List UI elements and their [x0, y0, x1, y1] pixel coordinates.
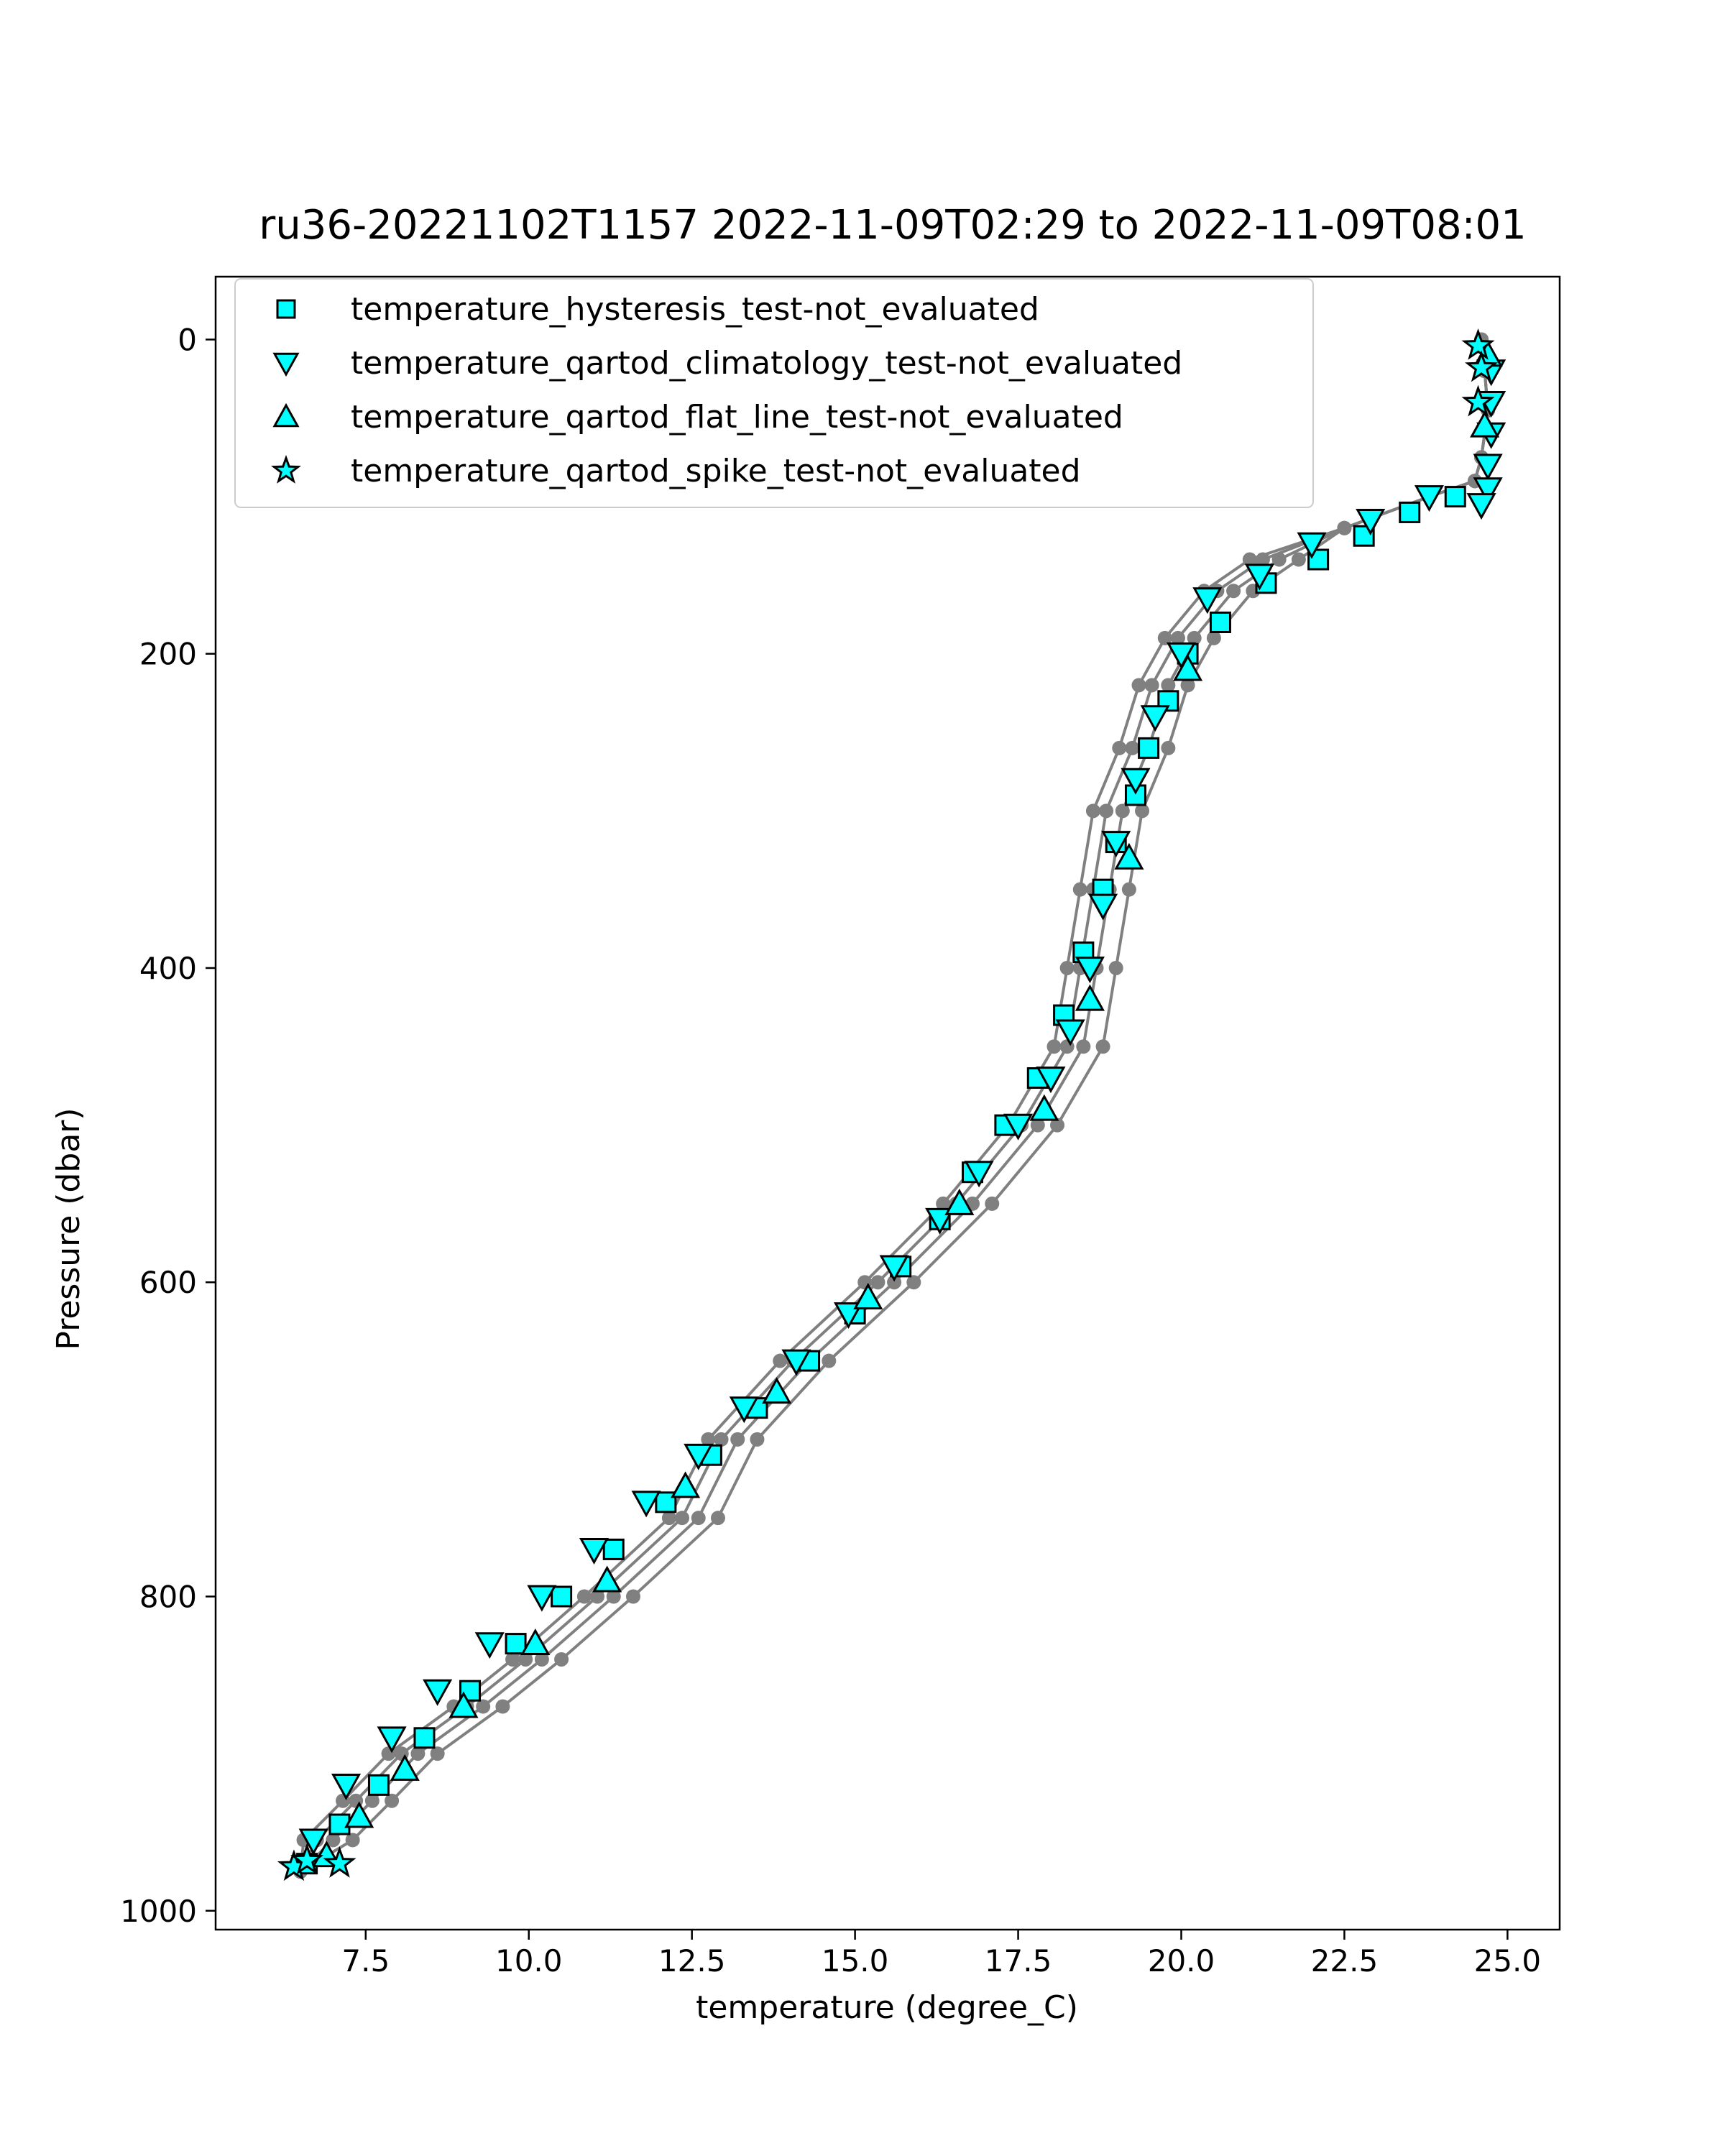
profile-point [675, 1511, 689, 1525]
chart-title: ru36-20221102T1157 2022-11-09T02:29 to 2022-11-09T08:01 [259, 202, 1527, 249]
hysteresis-marker [415, 1728, 434, 1748]
profile-point [691, 1511, 706, 1525]
x-tick-label: 10.0 [494, 1943, 563, 1978]
y-tick-label: 0 [178, 322, 197, 358]
profile-point [554, 1652, 569, 1667]
y-tick-label: 200 [139, 636, 197, 672]
profile-point [1109, 961, 1123, 975]
profile-point [730, 1432, 745, 1447]
legend-label-flat-line: temperature_qartod_flat_line_test-not_evaluated [351, 399, 1123, 436]
legend [235, 279, 1313, 507]
hysteresis-marker [1210, 612, 1230, 632]
hysteresis-marker [369, 1775, 388, 1795]
hysteresis-marker [1400, 502, 1420, 522]
hysteresis-marker [1139, 738, 1159, 757]
profile-point [750, 1432, 764, 1447]
profile-point [1122, 883, 1136, 897]
profile-point [1131, 678, 1146, 692]
profile-point [1099, 803, 1113, 818]
legend-label-climatology: temperature_qartod_climatology_test-not_evaluated [351, 345, 1183, 382]
x-tick-label: 17.5 [984, 1943, 1052, 1978]
y-tick-label: 600 [139, 1265, 197, 1301]
profile-point [1076, 1039, 1090, 1054]
y-tick-label: 1000 [120, 1893, 197, 1929]
y-tick-label: 800 [139, 1579, 197, 1615]
profile-point [1073, 883, 1087, 897]
profile-point [577, 1590, 592, 1604]
x-axis-label: temperature (degree_C) [696, 1989, 1078, 2026]
profile-point [1292, 553, 1306, 567]
x-tick-label: 15.0 [821, 1943, 889, 1978]
x-tick-label: 22.5 [1310, 1943, 1379, 1978]
profile-point [1046, 1039, 1061, 1054]
x-tick-label: 12.5 [658, 1943, 726, 1978]
x-tick-label: 25.0 [1473, 1943, 1542, 1978]
hysteresis-marker [552, 1587, 571, 1606]
hysteresis-marker [604, 1539, 623, 1559]
profile-point [1096, 1039, 1110, 1054]
profile-point [1060, 961, 1075, 975]
x-tick-label: 20.0 [1147, 1943, 1215, 1978]
profile-point [1161, 741, 1175, 755]
legend-label-spike: temperature_qartod_spike_test-not_evaluated [351, 453, 1081, 489]
profile-point [1086, 803, 1100, 818]
profile-point [626, 1590, 640, 1604]
legend-label-hysteresis: temperature_hysteresis_test-not_evaluated [351, 291, 1039, 328]
profile-point [1112, 741, 1126, 755]
profile-point [870, 1275, 885, 1289]
profile-point [773, 1354, 787, 1368]
hysteresis-marker [1445, 487, 1465, 507]
profile-point [1145, 678, 1159, 692]
profile-point [1337, 521, 1351, 535]
y-axis-label: Pressure (dbar) [50, 1107, 87, 1350]
legend-marker-hysteresis-marker [277, 300, 295, 318]
y-tick-label: 400 [139, 950, 197, 986]
profile-point [1125, 741, 1139, 755]
x-tick-label: 7.5 [341, 1943, 390, 1978]
profile-point [1226, 584, 1241, 598]
profile-point [822, 1354, 836, 1368]
profile-point [495, 1700, 510, 1714]
profile-point [711, 1511, 725, 1525]
hysteresis-marker [506, 1634, 525, 1654]
profile-point [985, 1197, 999, 1211]
